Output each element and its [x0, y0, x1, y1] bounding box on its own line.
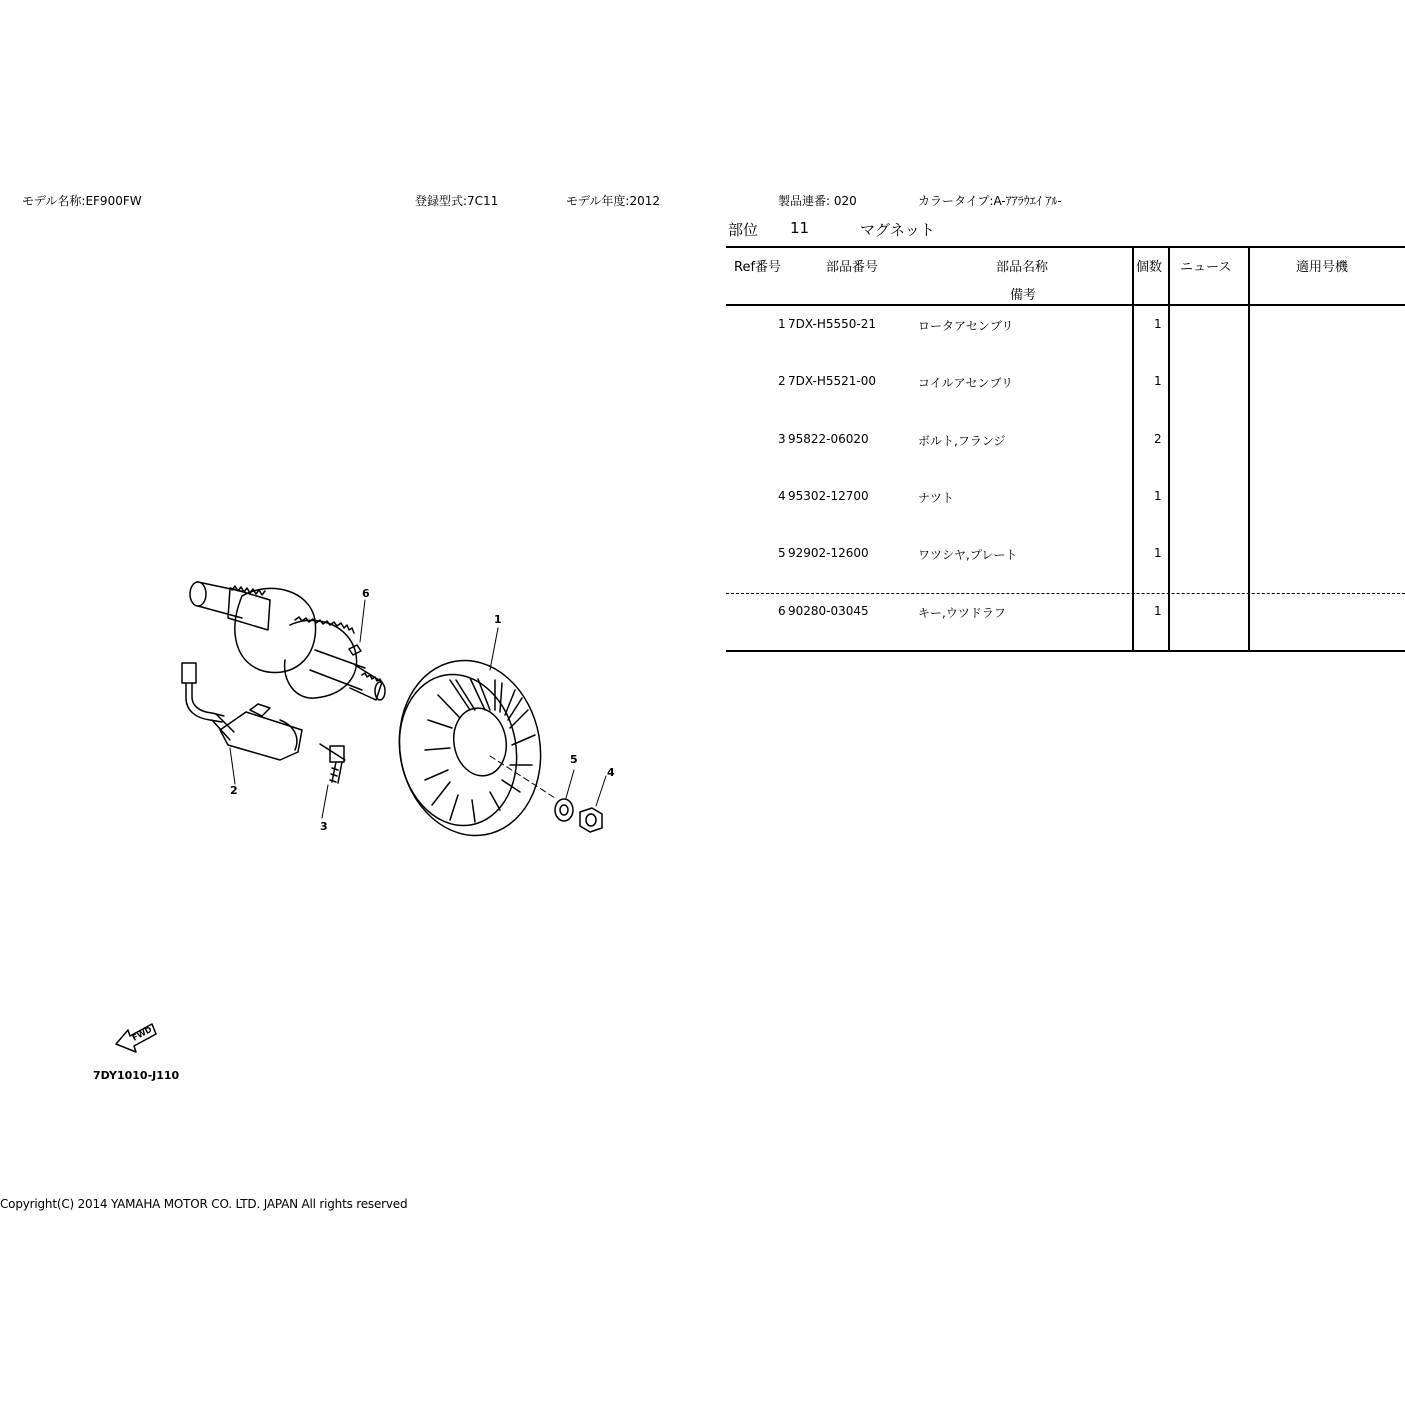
row-6-ref: 6: [778, 604, 786, 618]
row-4-part-number: 95302-12700: [788, 489, 869, 503]
row-4-ref: 4: [778, 489, 786, 503]
parts-table: [726, 246, 1405, 652]
header-news: ニュース: [1180, 260, 1232, 275]
row-4-name: ナツト: [918, 491, 954, 505]
serial-number: 製品連番: 020: [778, 194, 857, 208]
row-3-name: ボルト,フランジ: [918, 434, 1006, 448]
row-2-part-number: 7DX-H5521-00: [788, 374, 876, 388]
row-3-qty: 2: [1154, 432, 1162, 446]
forward-arrow-icon: [112, 1018, 162, 1060]
row-2-qty: 1: [1154, 374, 1162, 388]
header-part-number: 部品番号: [826, 260, 879, 275]
row-5-part-number: 92902-12600: [788, 546, 869, 560]
stator-coil-illustration: [182, 663, 302, 760]
model-year: モデル年度:2012: [566, 194, 660, 208]
flange-bolt-illustration: [320, 744, 345, 783]
row-1-qty: 1: [1154, 317, 1162, 331]
row-5-name: ワツシヤ,プレート: [918, 548, 1018, 562]
row-1-ref: 1: [778, 317, 786, 331]
row-6-name: キー,ウツドラフ: [918, 606, 1006, 620]
row-5-ref: 5: [778, 546, 786, 560]
header-part-name: 部品名称: [996, 260, 1049, 275]
callout-2: 2: [230, 784, 238, 797]
row-5-qty: 1: [1154, 546, 1162, 560]
model-name: モデル名称:EF900FW: [22, 194, 142, 208]
color-type: カラータイプ:A-ｱｱﾗｳｴｲ ｱﾙ-: [918, 194, 1062, 208]
nut-illustration: [580, 808, 602, 832]
callout-5: 5: [570, 753, 578, 766]
header-remarks: 備考: [1010, 288, 1037, 303]
crankshaft-illustration: [190, 582, 385, 700]
forward-label: FWD: [130, 1024, 154, 1043]
flywheel-rotor-illustration: [386, 649, 554, 847]
header-qty: 個数: [1136, 260, 1163, 275]
callout-3: 3: [320, 820, 328, 833]
row-1-part-number: 7DX-H5550-21: [788, 317, 876, 331]
row-3-ref: 3: [778, 432, 786, 446]
callout-6: 6: [362, 587, 370, 600]
callout-leaders: [230, 600, 606, 818]
row-4-qty: 1: [1154, 489, 1162, 503]
header-applicable: 適用号機: [1296, 260, 1349, 275]
registration-type: 登録型式:7C11: [415, 194, 499, 208]
callout-1: 1: [494, 613, 502, 626]
exploded-parts-diagram: [150, 570, 650, 870]
callout-4: 4: [607, 766, 615, 779]
copyright-notice: Copyright(C) 2014 YAMAHA MOTOR CO. LTD. JAPAN All rights reserved: [0, 1197, 408, 1211]
header-ref: Ref番号: [734, 260, 782, 275]
row-1-name: ロータアセンブリ: [918, 319, 1014, 333]
section-label: 部位: [728, 221, 759, 239]
washer-plate-illustration: [555, 799, 573, 821]
row-6-qty: 1: [1154, 604, 1162, 618]
row-2-name: コイルアセンブリ: [918, 376, 1014, 390]
diagram-code: 7DY1010-J110: [93, 1069, 180, 1082]
section-name: マグネット: [860, 221, 935, 239]
row-3-part-number: 95822-06020: [788, 432, 869, 446]
row-2-ref: 2: [778, 374, 786, 388]
row-6-part-number: 90280-03045: [788, 604, 869, 618]
assembly-axis-line: [490, 756, 555, 798]
section-number: 11: [790, 219, 810, 237]
